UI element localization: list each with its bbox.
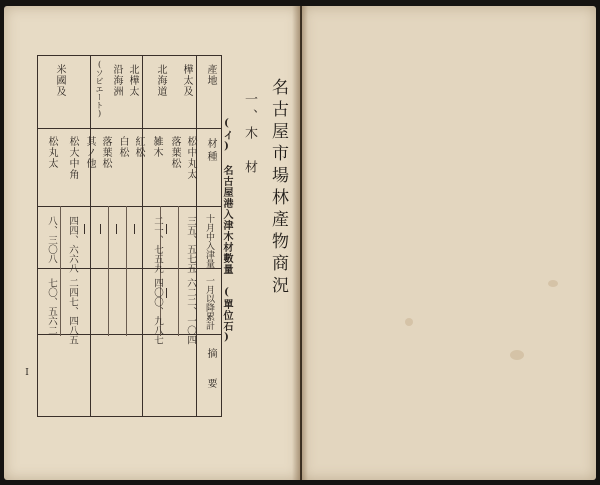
region-label: 北海道 (155, 64, 166, 97)
jan-cumulative-cell: 二四七、四八五 (67, 278, 78, 345)
section-heading: 一、木 材 (242, 92, 257, 177)
table-rule (38, 128, 221, 129)
table-rule (178, 206, 179, 336)
material-cell: 松中丸太 (185, 136, 196, 180)
empty-dash (116, 224, 117, 234)
bleed-through-text (430, 40, 459, 170)
table-rule (126, 206, 127, 336)
table-rule (38, 206, 221, 207)
material-cell: 松丸太 (46, 136, 57, 169)
material-cell: 松大中角 (67, 136, 78, 180)
paper-stain (510, 350, 524, 360)
table-rule (108, 206, 109, 336)
region-label: 沿海洲 (111, 64, 122, 97)
margin-mark: I (22, 368, 32, 378)
header-material: 材種 (205, 138, 216, 164)
material-cell: 其ノ他 (84, 136, 95, 169)
empty-dash (84, 224, 85, 234)
timber-arrival-table (37, 55, 222, 417)
material-cell: 雑木 (151, 136, 162, 158)
region-label: 北樺太 (127, 64, 138, 97)
subsection-heading: (イ) 名古屋港入津木材數量 (單位石) (221, 118, 232, 344)
jan-cumulative-cell: 四〇〇、九八七 (152, 278, 163, 345)
region-label: (ソビエート) (95, 60, 104, 118)
header-region: 產地 (205, 64, 216, 86)
region-label: 樺太及 (181, 64, 192, 97)
empty-dash (134, 224, 135, 234)
table-rule (142, 56, 143, 416)
jan-cumulative-cell: 六二二、一〇四 (185, 278, 196, 345)
oct-arrival-cell: 八、三〇八 (46, 216, 57, 264)
oct-arrival-cell: 二一、七五九 (152, 216, 163, 273)
jan-cumulative-cell: 七〇、五六二 (46, 278, 57, 335)
material-cell: 紅松 (133, 136, 144, 158)
header-oct-arrival: 十月中入津量 (204, 214, 214, 268)
oct-arrival-cell: 四四、六六八 (67, 216, 78, 273)
table-rule (60, 206, 61, 336)
empty-dash (100, 224, 101, 234)
paper-stain (548, 280, 558, 287)
material-cell: 白松 (117, 136, 128, 158)
table-rule (90, 56, 91, 416)
header-jan-cumulative: 一月以降累計 (204, 276, 214, 330)
material-cell: 落葉松 (169, 136, 180, 169)
empty-dash (166, 288, 167, 298)
header-remarks: 摘要 (205, 348, 216, 408)
oct-arrival-cell: 三五、五七五 (185, 216, 196, 273)
empty-dash (166, 224, 167, 234)
book-gutter (292, 6, 308, 480)
material-cell: 落葉松 (100, 136, 111, 169)
region-label: 米國及 (54, 64, 65, 97)
paper-stain (405, 318, 413, 326)
document-title: 名古屋市場林產物商況 (268, 78, 288, 298)
